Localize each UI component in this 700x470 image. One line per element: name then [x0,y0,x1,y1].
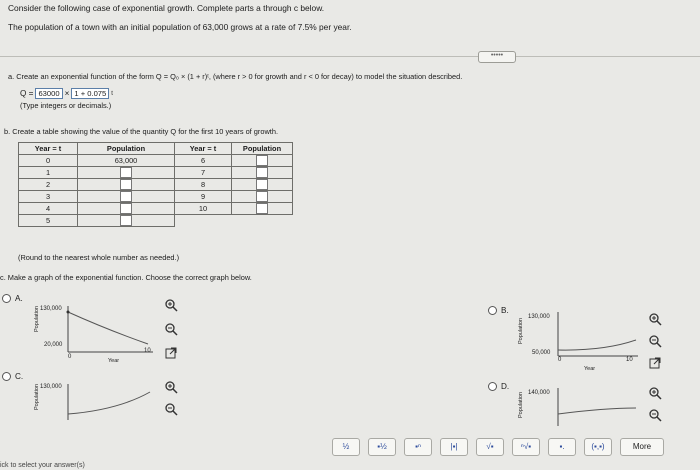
graph-a [28,302,178,366]
year-cell: 7 [175,167,232,179]
graph-d-ylabel: Population [518,392,524,418]
population-input[interactable] [256,179,268,190]
divider [0,56,700,57]
graph-a-ylabel: Population [34,306,40,332]
population-input[interactable] [256,203,268,214]
fraction-button[interactable]: ½ [332,438,360,456]
radio-b[interactable] [488,306,497,315]
popout-icon[interactable] [648,356,662,370]
population-input[interactable] [120,167,132,178]
option-d[interactable] [488,382,509,391]
math-toolbar [332,438,664,456]
graph-d-ytop: 140,000 [528,390,550,396]
zoom-in-icon[interactable] [648,386,662,400]
ordered-pair-button[interactable]: (▪,▪) [584,438,612,456]
sqrt-button[interactable]: √▪ [476,438,504,456]
part-c-prompt: c. Make a graph of the exponential function. Choose the correct graph below. [0,273,252,282]
more-button[interactable]: More [620,438,664,456]
formula-row [20,88,113,99]
part-a-hint: (Type integers or decimals.) [20,101,112,110]
zoom-out-icon[interactable] [648,334,662,348]
population-input[interactable] [120,179,132,190]
population-input[interactable] [120,203,132,214]
year-cell: 3 [19,191,78,203]
population-input[interactable] [256,191,268,202]
growth-input[interactable]: 1 + 0.075 [71,88,109,99]
option-b-letter: B. [501,306,509,315]
footer-text: ick to select your answer(s) [0,462,85,469]
year-cell: 10 [175,203,232,215]
header-year-left: Year = t [19,143,78,155]
option-a-letter: A. [15,294,23,303]
option-b[interactable] [488,306,509,315]
graph-c [28,380,178,430]
header-year-right: Year = t [175,143,232,155]
mixed-number-button[interactable]: ▪½ [368,438,396,456]
graph-a-xmax: 10 [144,348,151,354]
header-pop-right: Population [232,143,293,155]
year-cell: 0 [19,155,78,167]
year-cell: 5 [19,215,78,227]
times-symbol: × [64,89,70,98]
option-a[interactable] [2,294,23,303]
graph-a-x0: 0 [68,354,72,360]
zoom-out-icon[interactable] [648,408,662,422]
zoom-in-icon[interactable] [164,298,178,312]
population-cell: 63,000 [78,155,175,167]
nth-root-button[interactable]: ⁿ√▪ [512,438,540,456]
graph-b-xmax: 10 [626,357,633,363]
graph-b [514,310,644,374]
radio-d[interactable] [488,382,497,391]
population-input[interactable] [120,215,132,226]
option-d-letter: D. [501,382,510,391]
decimal-button[interactable]: ▪. [548,438,576,456]
graph-b-x0: 0 [558,357,562,363]
graph-c-ytop: 130,000 [40,384,62,390]
q0-input[interactable]: 63000 [35,88,62,99]
population-input[interactable] [256,155,268,166]
option-c[interactable] [2,372,23,381]
zoom-in-icon[interactable] [164,380,178,394]
graph-b-ylabel: Population [518,318,524,344]
option-c-letter: C. [15,372,24,381]
absolute-value-button[interactable]: |▪| [440,438,468,456]
year-cell: 1 [19,167,78,179]
expand-button[interactable]: ••••• [478,51,516,63]
graph-c-ylabel: Population [34,384,40,410]
year-cell: 6 [175,155,232,167]
problem-text: The population of a town with an initial population of 63,000 grows at a rate of 7.5% per year. [8,22,352,32]
population-input[interactable] [256,167,268,178]
exponent-button[interactable]: ▪ⁿ [404,438,432,456]
population-table [18,142,293,227]
graph-b-xlabel: Year [584,366,596,372]
graph-a-ylow: 20,000 [44,342,63,348]
instructions-text: Consider the following case of exponential growth. Complete parts a through c below. [8,3,325,13]
population-input[interactable] [120,191,132,202]
year-cell: 8 [175,179,232,191]
header-pop-left: Population [78,143,175,155]
part-a-prompt: a. Create an exponential function of the form Q = Q₀ × (1 + r)ᵗ, (where r > 0 for growth and r < 0 for decay) to model the situation described. [8,72,463,81]
popout-icon[interactable] [164,346,178,360]
graph-a-xlabel: Year [108,358,120,364]
year-cell: 4 [19,203,78,215]
zoom-in-icon[interactable] [648,312,662,326]
year-cell: 2 [19,179,78,191]
q-label: Q = [20,89,34,98]
zoom-out-icon[interactable] [164,322,178,336]
year-cell: 9 [175,191,232,203]
part-b-prompt: b. Create a table showing the value of the quantity Q for the first 10 years of growth. [4,127,279,136]
zoom-out-icon[interactable] [164,402,178,416]
radio-c[interactable] [2,372,11,381]
graph-b-ylow: 50,000 [532,350,551,356]
graph-b-ytop: 130,000 [528,314,550,320]
exponent: t [111,90,113,97]
part-b-hint: (Round to the nearest whole number as needed.) [18,253,180,262]
graph-a-ytop: 130,000 [40,306,62,312]
radio-a[interactable] [2,294,11,303]
graph-d [514,386,644,432]
